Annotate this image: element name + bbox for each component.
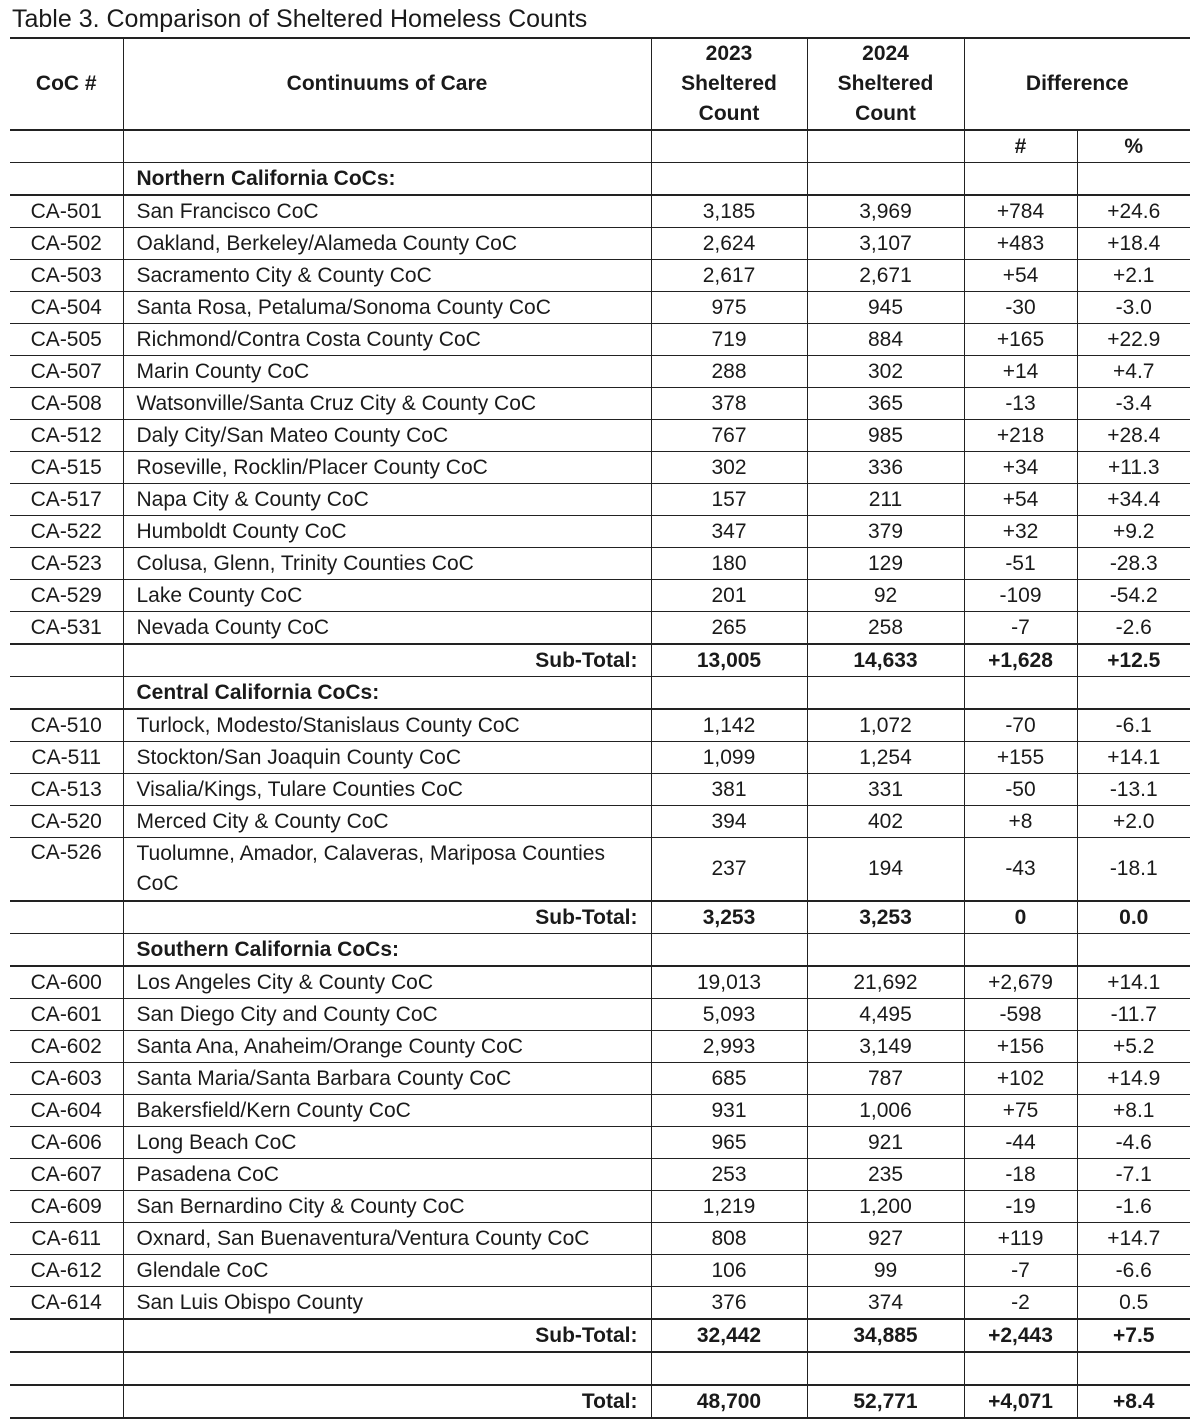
sheltered-counts-table — [10, 37, 1190, 1419]
diff-percent: -6.6 — [1077, 1255, 1190, 1287]
coc-code: CA-511 — [10, 742, 123, 774]
table-row — [10, 516, 1190, 548]
subtotal-row — [10, 1319, 1190, 1352]
count-2023: 302 — [651, 452, 807, 484]
diff-percent: -3.4 — [1077, 388, 1190, 420]
count-2024: 2,671 — [807, 260, 964, 292]
count-2023: 376 — [651, 1287, 807, 1320]
diff-percent: -3.0 — [1077, 292, 1190, 324]
coc-name: Colusa, Glenn, Trinity Counties CoC — [123, 548, 651, 580]
subtotal-2023: 32,442 — [651, 1319, 807, 1352]
total-2023: 48,700 — [651, 1385, 807, 1418]
coc-code: CA-606 — [10, 1127, 123, 1159]
table-row — [10, 966, 1190, 999]
diff-percent: -28.3 — [1077, 548, 1190, 580]
table-row — [10, 742, 1190, 774]
coc-name: Tuolumne, Amador, Calaveras, Mariposa Counties CoC — [123, 838, 651, 902]
count-2024: 1,200 — [807, 1191, 964, 1223]
count-2023: 685 — [651, 1063, 807, 1095]
count-2024: 1,072 — [807, 709, 964, 742]
subtotal-row — [10, 644, 1190, 677]
count-2023: 1,099 — [651, 742, 807, 774]
table-row — [10, 1191, 1190, 1223]
coc-name: Santa Rosa, Petaluma/Sonoma County CoC — [123, 292, 651, 324]
diff-number: +218 — [964, 420, 1077, 452]
table-row — [10, 1287, 1190, 1320]
empty-cell — [10, 1352, 123, 1385]
coc-name: Nevada County CoC — [123, 612, 651, 645]
diff-number: -2 — [964, 1287, 1077, 1320]
diff-number: +34 — [964, 452, 1077, 484]
count-2024: 129 — [807, 548, 964, 580]
diff-percent: +18.4 — [1077, 228, 1190, 260]
coc-name: Daly City/San Mateo County CoC — [123, 420, 651, 452]
table-row — [10, 1255, 1190, 1287]
table-row — [10, 1031, 1190, 1063]
diff-number: -51 — [964, 548, 1077, 580]
diff-number: +8 — [964, 806, 1077, 838]
table-row — [10, 260, 1190, 292]
empty-cell — [964, 677, 1077, 710]
table-row — [10, 292, 1190, 324]
diff-percent: +34.4 — [1077, 484, 1190, 516]
coc-name: Visalia/Kings, Tulare Counties CoC — [123, 774, 651, 806]
diff-number: +155 — [964, 742, 1077, 774]
count-2024: 1,254 — [807, 742, 964, 774]
diff-percent: -6.1 — [1077, 709, 1190, 742]
coc-code: CA-604 — [10, 1095, 123, 1127]
table-title: Table 3. Comparison of Sheltered Homeless Counts — [12, 5, 588, 33]
table-row — [10, 1127, 1190, 1159]
count-2024: 211 — [807, 484, 964, 516]
coc-code: CA-503 — [10, 260, 123, 292]
coc-code: CA-602 — [10, 1031, 123, 1063]
count-2023: 1,142 — [651, 709, 807, 742]
table-row — [10, 1159, 1190, 1191]
empty-cell — [10, 934, 123, 967]
count-2024: 258 — [807, 612, 964, 645]
table-row — [10, 1223, 1190, 1255]
empty-cell — [1077, 1352, 1190, 1385]
coc-code: CA-531 — [10, 612, 123, 645]
diff-percent: -18.1 — [1077, 838, 1190, 902]
subtotal-2024: 34,885 — [807, 1319, 964, 1352]
empty-cell — [1077, 163, 1190, 196]
coc-name: San Luis Obispo County — [123, 1287, 651, 1320]
coc-name: Turlock, Modesto/Stanislaus County CoC — [123, 709, 651, 742]
empty-cell — [651, 677, 807, 710]
coc-name: Santa Maria/Santa Barbara County CoC — [123, 1063, 651, 1095]
subtotal-label: Sub-Total: — [123, 901, 651, 934]
table-row — [10, 452, 1190, 484]
table-row — [10, 1095, 1190, 1127]
coc-code: CA-611 — [10, 1223, 123, 1255]
count-2024: 1,006 — [807, 1095, 964, 1127]
empty-cell — [964, 163, 1077, 196]
table-row — [10, 548, 1190, 580]
count-2023: 767 — [651, 420, 807, 452]
count-2024: 336 — [807, 452, 964, 484]
region-label: Northern California CoCs: — [123, 163, 651, 196]
count-2023: 253 — [651, 1159, 807, 1191]
diff-percent: +2.1 — [1077, 260, 1190, 292]
header-2023-label: 2023 Sheltered Count — [681, 42, 777, 125]
coc-code: CA-526 — [10, 838, 123, 902]
coc-name: Long Beach CoC — [123, 1127, 651, 1159]
coc-name: Oakland, Berkeley/Alameda County CoC — [123, 228, 651, 260]
count-2024: 4,495 — [807, 999, 964, 1031]
table-row — [10, 806, 1190, 838]
coc-name: Humboldt County CoC — [123, 516, 651, 548]
empty-cell — [807, 163, 964, 196]
coc-name: Oxnard, San Buenaventura/Ventura County CoC — [123, 1223, 651, 1255]
coc-code: CA-529 — [10, 580, 123, 612]
coc-name: Marin County CoC — [123, 356, 651, 388]
empty-cell — [1077, 677, 1190, 710]
diff-number: +32 — [964, 516, 1077, 548]
count-2024: 3,107 — [807, 228, 964, 260]
diff-number: -7 — [964, 1255, 1077, 1287]
subtotal-diff: +2,443 — [964, 1319, 1077, 1352]
diff-number: +165 — [964, 324, 1077, 356]
subtotal-row — [10, 901, 1190, 934]
empty-cell — [10, 1385, 123, 1418]
diff-number: -13 — [964, 388, 1077, 420]
subtotal-label: Sub-Total: — [123, 1319, 651, 1352]
table-row — [10, 484, 1190, 516]
count-2023: 347 — [651, 516, 807, 548]
total-diff: +4,071 — [964, 1385, 1077, 1418]
count-2024: 884 — [807, 324, 964, 356]
subtotal-diff: 0 — [964, 901, 1077, 934]
diff-number: +54 — [964, 260, 1077, 292]
diff-percent: +5.2 — [1077, 1031, 1190, 1063]
diff-number: -43 — [964, 838, 1077, 902]
count-2024: 3,149 — [807, 1031, 964, 1063]
diff-number: +784 — [964, 195, 1077, 228]
count-2024: 945 — [807, 292, 964, 324]
diff-number: -70 — [964, 709, 1077, 742]
coc-name: Roseville, Rocklin/Placer County CoC — [123, 452, 651, 484]
count-2024: 985 — [807, 420, 964, 452]
header-coc: CoC # — [10, 38, 123, 130]
count-2024: 787 — [807, 1063, 964, 1095]
subtotal-pct: 0.0 — [1077, 901, 1190, 934]
count-2023: 719 — [651, 324, 807, 356]
coc-name: Los Angeles City & County CoC — [123, 966, 651, 999]
count-2023: 975 — [651, 292, 807, 324]
coc-code: CA-614 — [10, 1287, 123, 1320]
coc-code: CA-505 — [10, 324, 123, 356]
total-2024: 52,771 — [807, 1385, 964, 1418]
count-2023: 237 — [651, 838, 807, 902]
empty-cell — [651, 934, 807, 967]
count-2024: 331 — [807, 774, 964, 806]
diff-percent: +28.4 — [1077, 420, 1190, 452]
header-difference: Difference — [964, 38, 1190, 130]
count-2023: 201 — [651, 580, 807, 612]
coc-code: CA-607 — [10, 1159, 123, 1191]
diff-number: +102 — [964, 1063, 1077, 1095]
table-row — [10, 388, 1190, 420]
table-row — [10, 356, 1190, 388]
coc-code: CA-507 — [10, 356, 123, 388]
spacer-row — [10, 1352, 1190, 1385]
header-name: Continuums of Care — [123, 38, 651, 130]
count-2023: 180 — [651, 548, 807, 580]
count-2023: 2,617 — [651, 260, 807, 292]
table-row — [10, 999, 1190, 1031]
diff-number: -18 — [964, 1159, 1077, 1191]
subtotal-diff: +1,628 — [964, 644, 1077, 677]
diff-percent: -13.1 — [1077, 774, 1190, 806]
header-2024-label: 2024 Sheltered Count — [837, 42, 934, 125]
diff-percent: -4.6 — [1077, 1127, 1190, 1159]
subtotal-2024: 3,253 — [807, 901, 964, 934]
coc-code: CA-517 — [10, 484, 123, 516]
table-row — [10, 324, 1190, 356]
coc-name: Richmond/Contra Costa County CoC — [123, 324, 651, 356]
subtotal-pct: +7.5 — [1077, 1319, 1190, 1352]
count-2024: 3,969 — [807, 195, 964, 228]
diff-number: -19 — [964, 1191, 1077, 1223]
empty-cell — [807, 677, 964, 710]
subtotal-2023: 3,253 — [651, 901, 807, 934]
table-row — [10, 580, 1190, 612]
header-diff-num: # — [964, 130, 1077, 163]
diff-percent: 0.5 — [1077, 1287, 1190, 1320]
diff-number: -7 — [964, 612, 1077, 645]
empty-cell — [807, 1352, 964, 1385]
count-2023: 2,993 — [651, 1031, 807, 1063]
empty-cell — [964, 1352, 1077, 1385]
count-2023: 381 — [651, 774, 807, 806]
diff-percent: +14.7 — [1077, 1223, 1190, 1255]
count-2024: 21,692 — [807, 966, 964, 999]
diff-number: +2,679 — [964, 966, 1077, 999]
count-2024: 99 — [807, 1255, 964, 1287]
header-row — [10, 38, 1190, 130]
diff-number: -30 — [964, 292, 1077, 324]
coc-code: CA-612 — [10, 1255, 123, 1287]
empty-cell — [10, 677, 123, 710]
empty-cell — [10, 644, 123, 677]
coc-name: Sacramento City & County CoC — [123, 260, 651, 292]
count-2023: 1,219 — [651, 1191, 807, 1223]
count-2024: 235 — [807, 1159, 964, 1191]
count-2023: 378 — [651, 388, 807, 420]
count-2024: 402 — [807, 806, 964, 838]
count-2023: 2,624 — [651, 228, 807, 260]
count-2023: 106 — [651, 1255, 807, 1287]
count-2023: 931 — [651, 1095, 807, 1127]
diff-number: +483 — [964, 228, 1077, 260]
subtotal-label: Sub-Total: — [123, 644, 651, 677]
diff-number: -44 — [964, 1127, 1077, 1159]
count-2024: 92 — [807, 580, 964, 612]
empty-cell — [123, 1352, 651, 1385]
coc-code: CA-508 — [10, 388, 123, 420]
coc-name: Napa City & County CoC — [123, 484, 651, 516]
count-2024: 374 — [807, 1287, 964, 1320]
coc-code: CA-502 — [10, 228, 123, 260]
region-label: Central California CoCs: — [123, 677, 651, 710]
coc-name: Bakersfield/Kern County CoC — [123, 1095, 651, 1127]
coc-name: San Diego City and County CoC — [123, 999, 651, 1031]
diff-percent: +4.7 — [1077, 356, 1190, 388]
count-2023: 288 — [651, 356, 807, 388]
diff-number: +54 — [964, 484, 1077, 516]
count-2023: 265 — [651, 612, 807, 645]
count-2023: 19,013 — [651, 966, 807, 999]
count-2023: 157 — [651, 484, 807, 516]
subtotal-2024: 14,633 — [807, 644, 964, 677]
coc-code: CA-601 — [10, 999, 123, 1031]
subheader-row — [10, 130, 1190, 163]
count-2023: 965 — [651, 1127, 807, 1159]
header-2023 — [651, 38, 807, 130]
count-2024: 194 — [807, 838, 964, 902]
diff-number: +14 — [964, 356, 1077, 388]
coc-code: CA-515 — [10, 452, 123, 484]
empty-cell — [964, 934, 1077, 967]
total-label: Total: — [123, 1385, 651, 1418]
count-2024: 927 — [807, 1223, 964, 1255]
empty-cell — [1077, 934, 1190, 967]
table-row — [10, 1063, 1190, 1095]
total-pct: +8.4 — [1077, 1385, 1190, 1418]
diff-number: +75 — [964, 1095, 1077, 1127]
coc-name: Pasadena CoC — [123, 1159, 651, 1191]
coc-code: CA-609 — [10, 1191, 123, 1223]
coc-name: Santa Ana, Anaheim/Orange County CoC — [123, 1031, 651, 1063]
diff-percent: +14.1 — [1077, 742, 1190, 774]
diff-number: -109 — [964, 580, 1077, 612]
subtotal-pct: +12.5 — [1077, 644, 1190, 677]
empty-cell — [10, 163, 123, 196]
coc-code: CA-520 — [10, 806, 123, 838]
count-2023: 808 — [651, 1223, 807, 1255]
table-row — [10, 420, 1190, 452]
region-row — [10, 934, 1190, 967]
empty-cell — [651, 163, 807, 196]
coc-code: CA-512 — [10, 420, 123, 452]
diff-percent: +14.9 — [1077, 1063, 1190, 1095]
diff-percent: -7.1 — [1077, 1159, 1190, 1191]
coc-name: Lake County CoC — [123, 580, 651, 612]
diff-percent: -1.6 — [1077, 1191, 1190, 1223]
coc-code: CA-522 — [10, 516, 123, 548]
diff-percent: +24.6 — [1077, 195, 1190, 228]
coc-code: CA-523 — [10, 548, 123, 580]
empty-cell — [651, 1352, 807, 1385]
count-2024: 379 — [807, 516, 964, 548]
diff-percent: +9.2 — [1077, 516, 1190, 548]
count-2023: 394 — [651, 806, 807, 838]
coc-code: CA-603 — [10, 1063, 123, 1095]
table-row — [10, 228, 1190, 260]
coc-name: San Bernardino City & County CoC — [123, 1191, 651, 1223]
coc-name: Glendale CoC — [123, 1255, 651, 1287]
diff-number: -50 — [964, 774, 1077, 806]
diff-number: +119 — [964, 1223, 1077, 1255]
empty-cell — [807, 934, 964, 967]
table-row — [10, 195, 1190, 228]
total-row — [10, 1385, 1190, 1418]
coc-code: CA-600 — [10, 966, 123, 999]
diff-percent: -2.6 — [1077, 612, 1190, 645]
coc-code: CA-501 — [10, 195, 123, 228]
table-row — [10, 709, 1190, 742]
count-2024: 365 — [807, 388, 964, 420]
coc-name: Watsonville/Santa Cruz City & County CoC — [123, 388, 651, 420]
coc-code: CA-513 — [10, 774, 123, 806]
diff-number: -598 — [964, 999, 1077, 1031]
diff-percent: +2.0 — [1077, 806, 1190, 838]
count-2024: 302 — [807, 356, 964, 388]
count-2023: 3,185 — [651, 195, 807, 228]
coc-name: Merced City & County CoC — [123, 806, 651, 838]
region-label: Southern California CoCs: — [123, 934, 651, 967]
diff-percent: +11.3 — [1077, 452, 1190, 484]
empty-cell — [10, 901, 123, 934]
table-row — [10, 838, 1190, 902]
coc-code: CA-510 — [10, 709, 123, 742]
table-row — [10, 612, 1190, 645]
diff-percent: -11.7 — [1077, 999, 1190, 1031]
count-2024: 921 — [807, 1127, 964, 1159]
header-2024 — [807, 38, 964, 130]
diff-percent: -54.2 — [1077, 580, 1190, 612]
coc-code: CA-504 — [10, 292, 123, 324]
subtotal-2023: 13,005 — [651, 644, 807, 677]
coc-name: San Francisco CoC — [123, 195, 651, 228]
region-row — [10, 677, 1190, 710]
region-row — [10, 163, 1190, 196]
diff-percent: +14.1 — [1077, 966, 1190, 999]
empty-cell — [10, 1319, 123, 1352]
table-row — [10, 774, 1190, 806]
coc-name: Stockton/San Joaquin County CoC — [123, 742, 651, 774]
header-diff-pct: % — [1077, 130, 1190, 163]
diff-number: +156 — [964, 1031, 1077, 1063]
diff-percent: +8.1 — [1077, 1095, 1190, 1127]
count-2023: 5,093 — [651, 999, 807, 1031]
diff-percent: +22.9 — [1077, 324, 1190, 356]
